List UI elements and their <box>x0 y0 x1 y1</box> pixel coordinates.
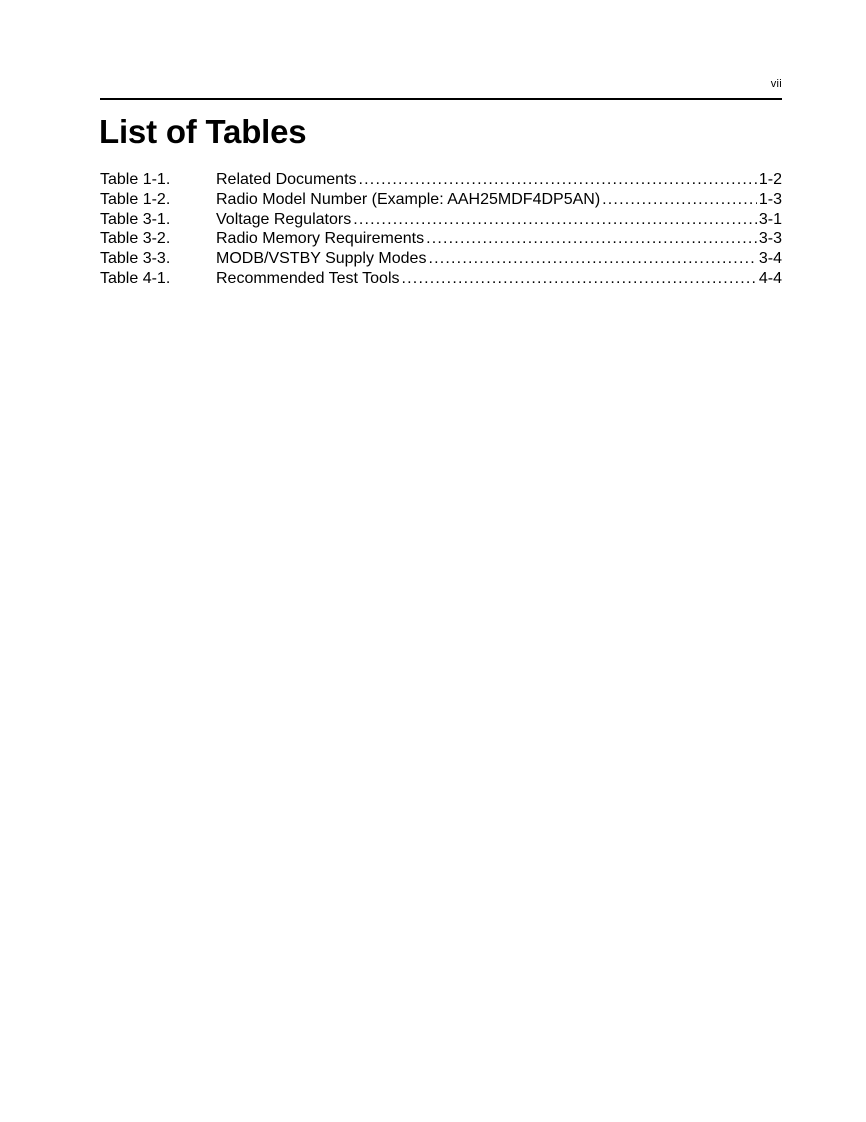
table-title[interactable]: Radio Memory Requirements <box>216 230 425 248</box>
dot-leader <box>602 190 757 210</box>
page-number: vii <box>770 78 782 90</box>
dot-leader <box>402 269 757 289</box>
table-number: Table 4-1. <box>100 269 171 287</box>
page-reference[interactable]: 3-1 <box>758 210 782 228</box>
toc-entry[interactable] <box>100 229 782 249</box>
table-title[interactable]: MODB/VSTBY Supply Modes <box>216 250 427 268</box>
page-reference[interactable]: 4-4 <box>758 269 782 287</box>
table-title[interactable]: Radio Model Number (Example: AAH25MDF4DP5AN) <box>216 190 601 208</box>
toc-entry[interactable] <box>100 249 782 269</box>
table-number: Table 3-3. <box>100 250 171 268</box>
page-reference[interactable]: 3-3 <box>758 230 782 248</box>
dot-leader <box>359 170 757 190</box>
table-title[interactable]: Voltage Regulators <box>216 210 352 228</box>
table-title[interactable]: Related Documents <box>216 171 357 188</box>
list-of-tables <box>100 170 782 289</box>
table-number: Table 3-1. <box>100 210 171 228</box>
page-title: List of Tables <box>99 113 307 150</box>
toc-entry[interactable] <box>100 190 782 210</box>
dot-leader <box>428 249 756 269</box>
table-number: Table 3-2. <box>100 230 171 248</box>
header-rule <box>100 98 782 100</box>
dot-leader <box>426 229 757 249</box>
dot-leader <box>353 210 757 230</box>
table-number: Table 1-2. <box>100 190 171 208</box>
table-number: Table 1-1. <box>100 171 171 188</box>
toc-entry[interactable] <box>100 269 782 289</box>
page-reference[interactable]: 3-4 <box>758 250 782 268</box>
table-title[interactable]: Recommended Test Tools <box>216 269 400 287</box>
page-reference[interactable]: 1-2 <box>758 171 782 188</box>
toc-entry[interactable] <box>100 210 782 230</box>
page-reference[interactable]: 1-3 <box>758 190 782 208</box>
toc-entry[interactable] <box>100 170 782 190</box>
